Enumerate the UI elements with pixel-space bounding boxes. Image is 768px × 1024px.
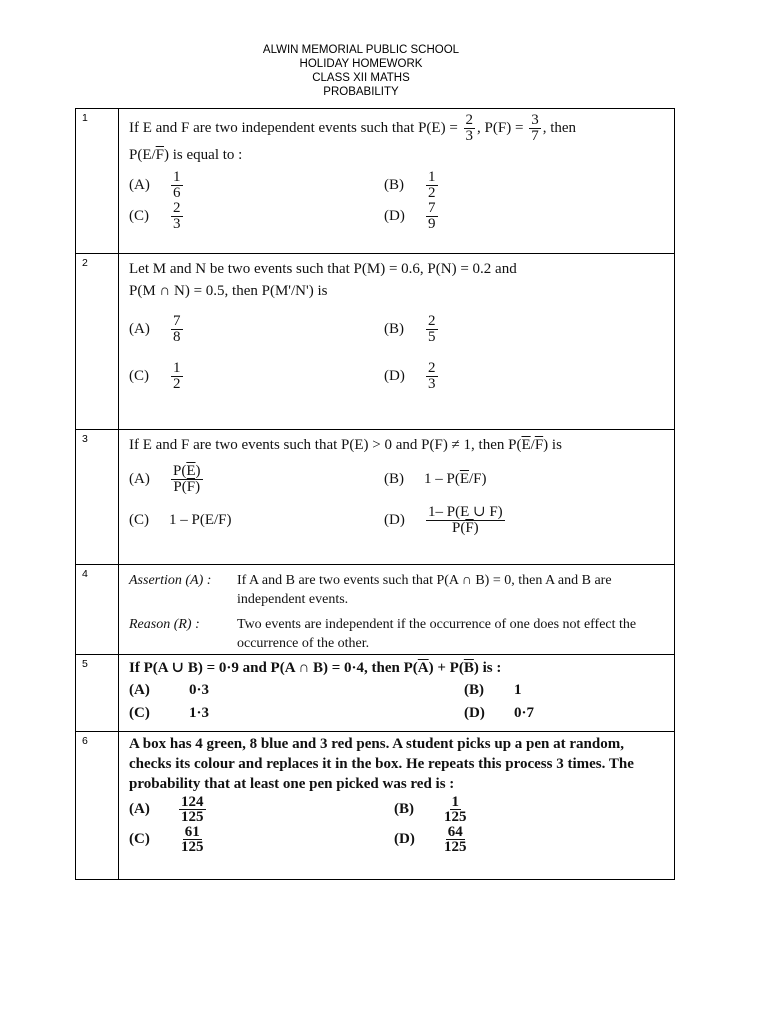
option-c: (C) 1 – P(E/F) <box>129 512 232 528</box>
question-row <box>76 430 675 565</box>
question-stem: If P(A ∪ B) = 0·9 and P(A ∩ B) = 0·4, then $P(\overline{A}) + P(\overline{B})$ is : <box>129 660 502 676</box>
option-b: (B) $\frac{2}{5}$ <box>384 313 436 345</box>
question-body <box>119 109 675 254</box>
question-stem-line2: $P(E/\overline{F})$ is equal to : <box>129 147 243 163</box>
option-b: (B) $\frac{1}{2}$ <box>384 169 436 201</box>
question-stem-line2: P(M ∩ N) = 0.5, then P(M'/N') is <box>129 283 328 299</box>
question-number: 1 <box>76 109 119 254</box>
option-b: (B) $\frac{1}{125}$ <box>394 793 467 825</box>
question-body <box>119 254 675 430</box>
question-body <box>119 430 675 565</box>
options-grid <box>129 314 668 392</box>
question-row <box>76 109 675 254</box>
assertion-label: Assertion (A) : <box>129 573 212 588</box>
document-header <box>0 43 722 99</box>
options-grid <box>129 464 668 536</box>
options-grid <box>129 794 668 854</box>
option-c: (C) $\frac{61}{125}$ <box>129 823 204 855</box>
question-row <box>76 655 675 732</box>
school-name: ALWIN MEMORIAL PUBLIC SCHOOL <box>262 44 460 56</box>
options-grid <box>129 170 668 232</box>
option-c: (C) $\frac{2}{3}$ <box>129 200 181 232</box>
question-number: 5 <box>76 655 119 732</box>
question-row <box>76 254 675 430</box>
reason <box>129 615 668 653</box>
fraction: $\frac{3}{7}$ <box>531 112 539 144</box>
question-body <box>119 565 675 655</box>
assertion <box>129 571 668 609</box>
option-b: (B) $1 - P(\overline{E}/F)$ <box>384 471 487 487</box>
question-number: 6 <box>76 732 119 880</box>
reason-text: Two events are independent if the occurrence of one does not effect the occurrence of the other. <box>237 617 637 651</box>
option-c: (C) $\frac{1}{2}$ <box>129 360 181 392</box>
question-row <box>76 565 675 655</box>
option-d: (D) $\frac{2}{3}$ <box>384 360 436 392</box>
option-d: (D) 0·7 <box>464 705 535 721</box>
option-a: (A) $\frac{124}{125}$ <box>129 793 204 825</box>
option-a: (A) 0·3 <box>129 682 210 698</box>
questions-table <box>75 108 675 880</box>
options-grid <box>129 679 668 725</box>
option-a: (A) $\frac{1}{6}$ <box>129 169 181 201</box>
question-number: 2 <box>76 254 119 430</box>
option-a: (A) $\frac{P(\overline{E})}{P(\overline{F})}$ <box>129 463 201 495</box>
question-number: 4 <box>76 565 119 655</box>
option-b: (B) 1 <box>464 682 522 698</box>
homework-title: HOLIDAY HOMEWORK <box>299 58 423 70</box>
option-d: (D) $\frac{1- P(E \cup F)}{P(\overline{F})}$ <box>384 504 503 536</box>
question-body <box>119 655 675 732</box>
topic-name: PROBABILITY <box>323 86 399 98</box>
option-d: (D) $\frac{7}{9}$ <box>384 200 436 232</box>
fraction: $\frac{2}{3}$ <box>465 112 474 144</box>
question-body <box>119 732 675 880</box>
option-c: (C) 1·3 <box>129 705 210 721</box>
option-a: (A) $\frac{7}{8}$ <box>129 313 181 345</box>
question-stem: If E and F are two events such that P(E) > 0 and P(F) ≠ 1, then $P(\overline{E}/\overline{F})$ is <box>129 437 562 453</box>
question-row <box>76 732 675 880</box>
question-stem: A box has 4 green, 8 blue and 3 red pens. A student picks up a pen at random, checks its colour and replaces it in the box. He repeats this process 3 times. The probability that at least one pen picked was red is : <box>129 736 634 792</box>
question-stem: If E and F are two independent events such that P(E) = $\frac{2}{3}$ , P(F) = $\frac{3}{7}$ , then <box>129 112 577 144</box>
assertion-text: If A and B are two events such that P(A ∩ B) = 0, then A and B are independent events. <box>237 573 612 607</box>
option-d: (D) $\frac{64}{125}$ <box>394 823 467 855</box>
question-stem: Let M and N be two events such that P(M) = 0.6, P(N) = 0.2 and <box>129 261 517 277</box>
question-number: 3 <box>76 430 119 565</box>
class-name: CLASS XII MATHS <box>312 72 410 84</box>
reason-label: Reason (R) : <box>129 617 200 632</box>
